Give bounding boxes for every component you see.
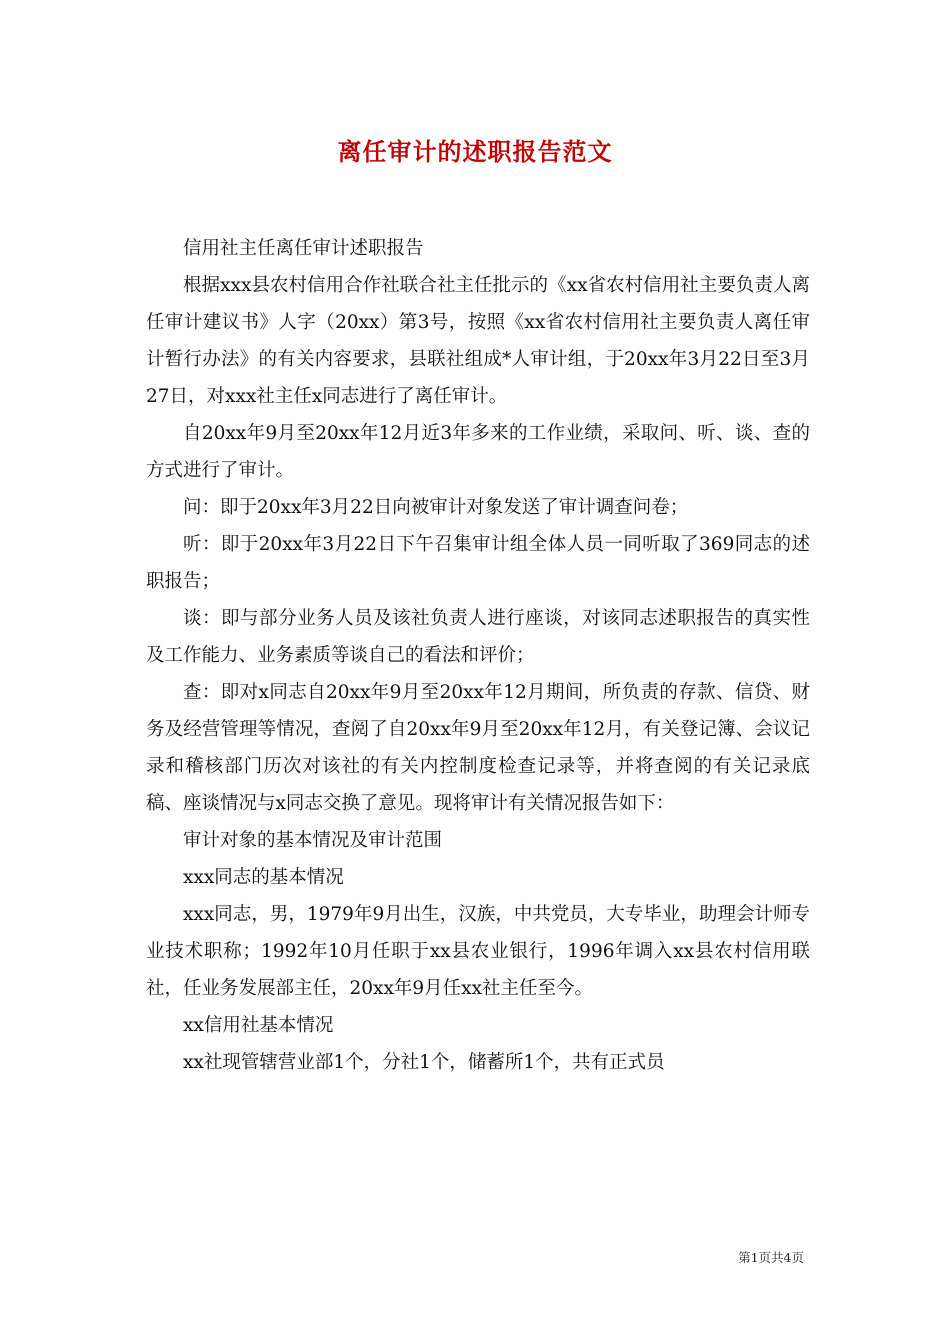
section-heading: xxx同志的基本情况: [183, 867, 344, 888]
paragraph: 查：即对x同志自20xx年9月至20xx年12月期间，所负责的存款、信贷、财务及经营管理等情况，查阅了自20xx年9月至20xx年12月，有关登记簿、会议记录和稽核部门历次对该社的有关内控制度检查记录等，并将查阅的有关记录底稿、座谈情况与x同志交换了意见。现将审计有关情况报告如下：: [146, 682, 810, 814]
paragraph: 谈：即与部分业务人员及该社负责人进行座谈，对该同志述职报告的真实性及工作能力、业务素质等谈自己的看法和评价；: [146, 608, 810, 666]
paragraph: 听：即于20xx年3月22日下午召集审计组全体人员一同听取了369同志的述职报告；: [146, 534, 811, 592]
paragraph: 根据xxx县农村信用合作社联合社主任批示的《xx省农村信用社主要负责人离任审计建议书》人字（20xx）第3号，按照《xx省农村信用社主要负责人离任审计暂行办法》的有关内容要求，县联社组成*人审计组，于20xx年3月22日至3月27日，对xxx社主任x同志进行了离任审计。: [146, 275, 810, 407]
paragraph: xxx同志，男，1979年9月出生，汉族，中共党员，大专毕业，助理会计师专业技术职称；1992年10月任职于xx县农业银行，1996年调入xx县农村信用联社，任业务发展部主任，20xx年9月任xx社主任至今。: [146, 904, 810, 999]
paragraph: xx社现管辖营业部1个，分社1个，储蓄所1个，共有正式员: [183, 1052, 665, 1073]
page-number-footer: 第1页共4页: [738, 1250, 804, 1265]
paragraph: 自20xx年9月至20xx年12月近3年多来的工作业绩，采取问、听、谈、查的方式进行了审计。: [146, 423, 810, 481]
document-body: [146, 230, 810, 1081]
document-title: 离任审计的述职报告范文: [337, 137, 613, 166]
paragraph-subtitle: 信用社主任离任审计述职报告: [183, 238, 424, 259]
paragraph: 问：即于20xx年3月22日向被审计对象发送了审计调查问卷；: [183, 497, 689, 518]
section-heading: xx信用社基本情况: [183, 1015, 334, 1036]
section-heading: 审计对象的基本情况及审计范围: [183, 830, 443, 851]
